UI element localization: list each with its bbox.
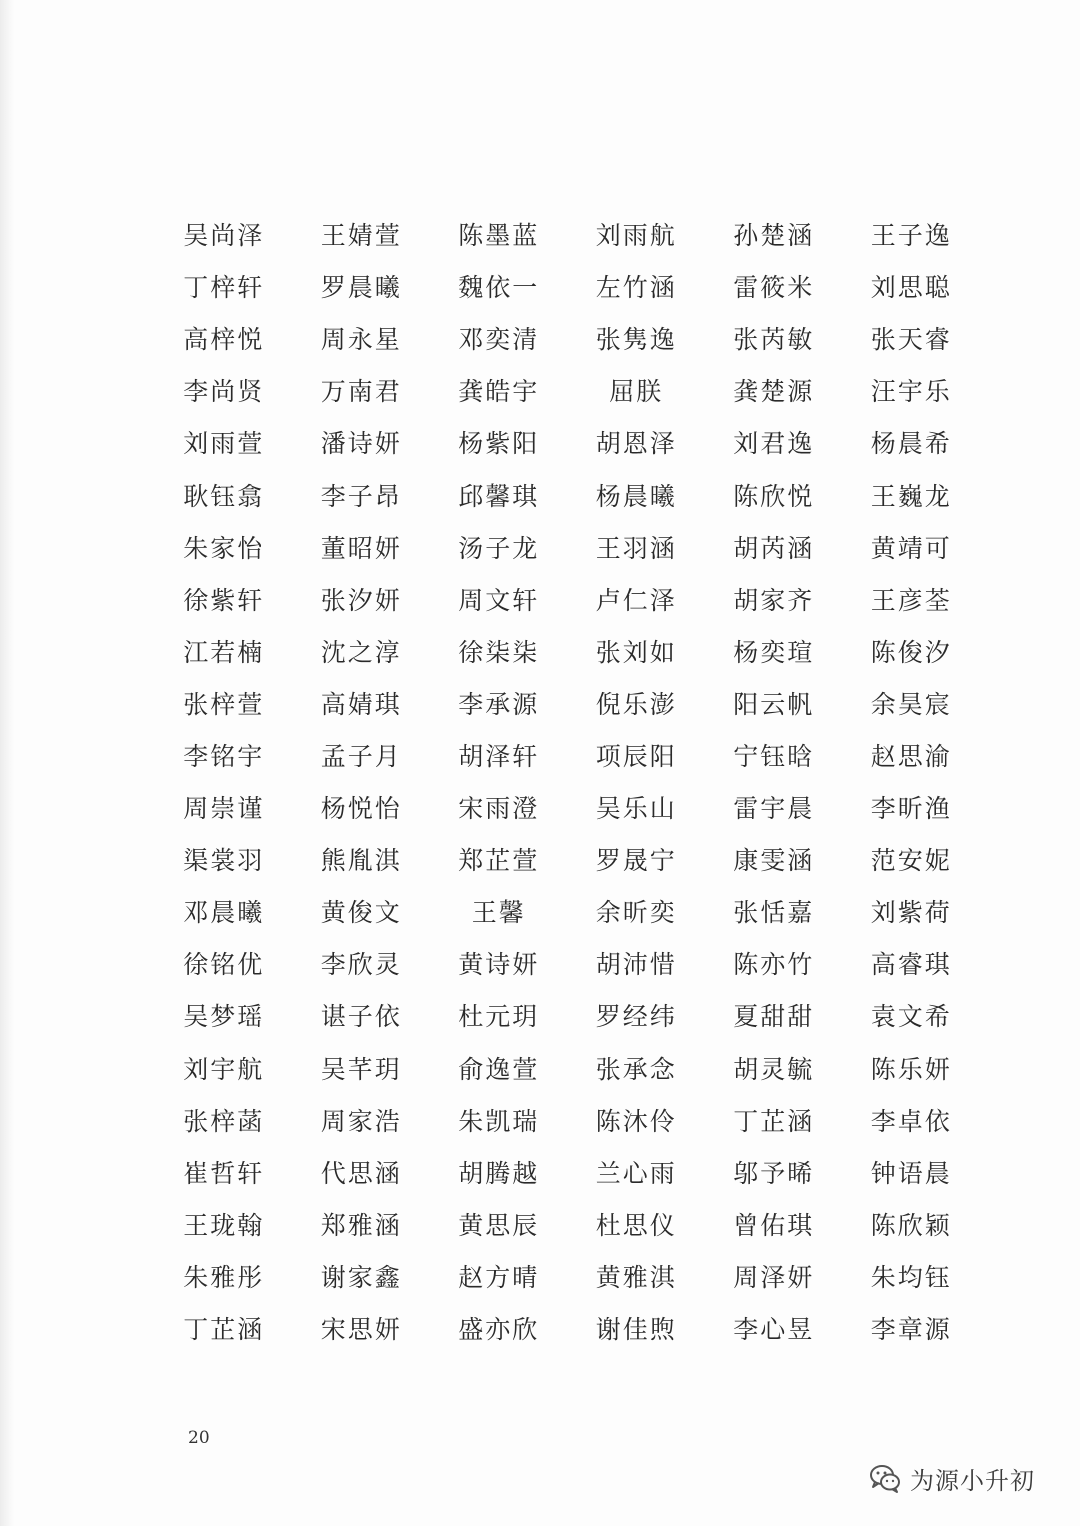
name-cell: 周家浩 (320, 1106, 402, 1136)
name-cell: 熊胤淇 (320, 846, 402, 876)
name-cell: 左竹涵 (595, 273, 677, 303)
name-cell: 张汐妍 (320, 585, 402, 615)
name-cell: 王子逸 (870, 221, 952, 251)
name-cell: 徐紫轩 (183, 585, 265, 615)
name-cell: 刘雨萱 (183, 429, 265, 459)
name-cell: 宁钰晗 (733, 741, 815, 771)
name-cell: 张天睿 (870, 325, 952, 355)
name-cell: 盛亦欣 (458, 1315, 540, 1345)
name-cell: 吴梦瑶 (183, 1002, 265, 1032)
name-cell: 周崇谨 (183, 794, 265, 824)
name-cell: 李昕渔 (870, 794, 952, 824)
name-cell: 兰心雨 (595, 1158, 677, 1188)
name-cell: 罗经纬 (595, 1002, 677, 1032)
name-cell: 雷宇晨 (733, 794, 815, 824)
name-cell: 朱均钰 (870, 1262, 952, 1292)
name-cell: 夏甜甜 (733, 1002, 815, 1032)
name-cell: 汪宇乐 (870, 377, 952, 407)
name-cell: 康雯涵 (733, 846, 815, 876)
name-cell: 王珑翰 (183, 1210, 265, 1240)
name-cell: 杜元玥 (458, 1002, 540, 1032)
name-cell: 胡沛惜 (595, 950, 677, 980)
name-cell: 陈亦竹 (733, 950, 815, 980)
name-cell: 宋雨澄 (458, 794, 540, 824)
name-cell: 孙楚涵 (733, 221, 815, 251)
name-cell: 胡恩泽 (595, 429, 677, 459)
page-number: 20 (188, 1428, 210, 1448)
name-cell: 范安妮 (870, 846, 952, 876)
name-cell: 倪乐澎 (595, 689, 677, 719)
name-cell: 黄雅淇 (595, 1262, 677, 1292)
name-cell: 刘君逸 (733, 429, 815, 459)
name-cell: 张承念 (595, 1054, 677, 1084)
name-cell: 杨奕瑄 (733, 637, 815, 667)
name-cell: 高婧琪 (320, 689, 402, 719)
name-cell: 周永星 (320, 325, 402, 355)
name-cell: 郑雅涵 (320, 1210, 402, 1240)
name-cell: 李章源 (870, 1315, 952, 1345)
name-cell: 刘思聪 (870, 273, 952, 303)
name-cell: 阳云帆 (733, 689, 815, 719)
name-cell: 王羽涵 (595, 533, 677, 563)
name-cell: 胡腾越 (458, 1158, 540, 1188)
name-cell: 王彦荃 (870, 585, 952, 615)
name-cell: 杨晨曦 (595, 481, 677, 511)
name-cell: 万南君 (320, 377, 402, 407)
name-cell: 胡芮涵 (733, 533, 815, 563)
name-cell: 钟语晨 (870, 1158, 952, 1188)
name-cell: 张恬嘉 (733, 898, 815, 928)
name-cell: 张梓萱 (183, 689, 265, 719)
name-cell: 郑芷萱 (458, 846, 540, 876)
name-cell: 潘诗妍 (320, 429, 402, 459)
name-cell: 俞逸萱 (458, 1054, 540, 1084)
name-cell: 龚楚源 (733, 377, 815, 407)
watermark-label: 为源小升初 (910, 1466, 1035, 1495)
name-cell: 陈欣颖 (870, 1210, 952, 1240)
name-cell: 周泽妍 (733, 1262, 815, 1292)
name-cell: 刘紫荷 (870, 898, 952, 928)
name-cell: 汤子龙 (458, 533, 540, 563)
name-cell: 罗晟宁 (595, 846, 677, 876)
name-cell: 王婧萱 (320, 221, 402, 251)
name-cell: 余昊宸 (870, 689, 952, 719)
name-cell: 杨悦怡 (320, 794, 402, 824)
name-cell: 张梓菡 (183, 1106, 265, 1136)
name-cell: 沈之淳 (320, 637, 402, 667)
name-cell: 周文轩 (458, 585, 540, 615)
name-cell: 黄思辰 (458, 1210, 540, 1240)
name-cell: 陈乐妍 (870, 1054, 952, 1084)
name-cell: 高梓悦 (183, 325, 265, 355)
name-cell: 刘宇航 (183, 1054, 265, 1084)
name-cell: 项辰阳 (595, 741, 677, 771)
name-cell: 孟子月 (320, 741, 402, 771)
name-cell: 赵方晴 (458, 1262, 540, 1292)
name-cell: 李卓依 (870, 1106, 952, 1136)
name-cell: 张隽逸 (595, 325, 677, 355)
name-cell: 罗晨曦 (320, 273, 402, 303)
name-cell: 丁芷涵 (183, 1315, 265, 1345)
name-cell: 谢佳煦 (595, 1315, 677, 1345)
name-cell: 雷筱米 (733, 273, 815, 303)
name-cell: 胡家齐 (733, 585, 815, 615)
name-cell: 朱凯瑞 (458, 1106, 540, 1136)
name-cell: 谢家鑫 (320, 1262, 402, 1292)
name-cell: 吴乐山 (595, 794, 677, 824)
name-cell: 高睿琪 (870, 950, 952, 980)
name-cell: 邱馨琪 (458, 481, 540, 511)
name-cell: 丁梓轩 (183, 273, 265, 303)
name-cell: 陈墨蓝 (458, 221, 540, 251)
name-cell: 李子昂 (320, 481, 402, 511)
name-cell: 董昭妍 (320, 533, 402, 563)
name-cell: 陈欣悦 (733, 481, 815, 511)
name-cell: 胡泽轩 (458, 741, 540, 771)
name-cell: 邓奕清 (458, 325, 540, 355)
name-cell: 刘雨航 (595, 221, 677, 251)
name-cell: 李铭宇 (183, 741, 265, 771)
name-cell: 李尚贤 (183, 377, 265, 407)
name-cell: 卢仁泽 (595, 585, 677, 615)
name-cell: 陈俊汐 (870, 637, 952, 667)
name-cell: 胡灵毓 (733, 1054, 815, 1084)
name-cell: 谌子依 (320, 1002, 402, 1032)
name-cell: 杨晨希 (870, 429, 952, 459)
name-cell: 吴芊玥 (320, 1054, 402, 1084)
name-cell: 张刘如 (595, 637, 677, 667)
scan-edge-shadow (0, 0, 14, 1526)
name-cell: 李心昱 (733, 1315, 815, 1345)
name-cell: 代思涵 (320, 1158, 402, 1188)
name-cell: 黄靖可 (870, 533, 952, 563)
name-cell: 余昕奕 (595, 898, 677, 928)
name-cell: 徐柒柒 (458, 637, 540, 667)
name-cell: 朱家怡 (183, 533, 265, 563)
name-cell: 朱雅彤 (183, 1262, 265, 1292)
name-cell: 邓晨曦 (183, 898, 265, 928)
name-cell: 江若楠 (183, 637, 265, 667)
name-cell: 黄诗妍 (458, 950, 540, 980)
name-cell: 杜思仪 (595, 1210, 677, 1240)
name-cell: 邬予晞 (733, 1158, 815, 1188)
name-cell: 李欣灵 (320, 950, 402, 980)
name-list (155, 208, 980, 1354)
name-cell: 屈朕 (609, 377, 664, 407)
name-cell: 王馨 (471, 898, 526, 928)
name-cell: 袁文希 (870, 1002, 952, 1032)
name-cell: 张芮敏 (733, 325, 815, 355)
name-cell: 赵思渝 (870, 741, 952, 771)
name-cell: 王巍龙 (870, 481, 952, 511)
name-cell: 黄俊文 (320, 898, 402, 928)
name-cell: 宋思妍 (320, 1315, 402, 1345)
name-cell: 徐铭优 (183, 950, 265, 980)
name-cell: 渠裳羽 (183, 846, 265, 876)
watermark (868, 1458, 1035, 1498)
name-cell: 曾佑琪 (733, 1210, 815, 1240)
name-cell: 崔哲轩 (183, 1158, 265, 1188)
name-cell: 吴尚泽 (183, 221, 265, 251)
name-cell: 丁芷涵 (733, 1106, 815, 1136)
name-cell: 魏依一 (458, 273, 540, 303)
name-cell: 杨紫阳 (458, 429, 540, 459)
name-cell: 耿钰翕 (183, 481, 265, 511)
name-cell: 李承源 (458, 689, 540, 719)
name-cell: 陈沐伶 (595, 1106, 677, 1136)
wechat-icon (868, 1461, 902, 1495)
name-cell: 龚皓宇 (458, 377, 540, 407)
